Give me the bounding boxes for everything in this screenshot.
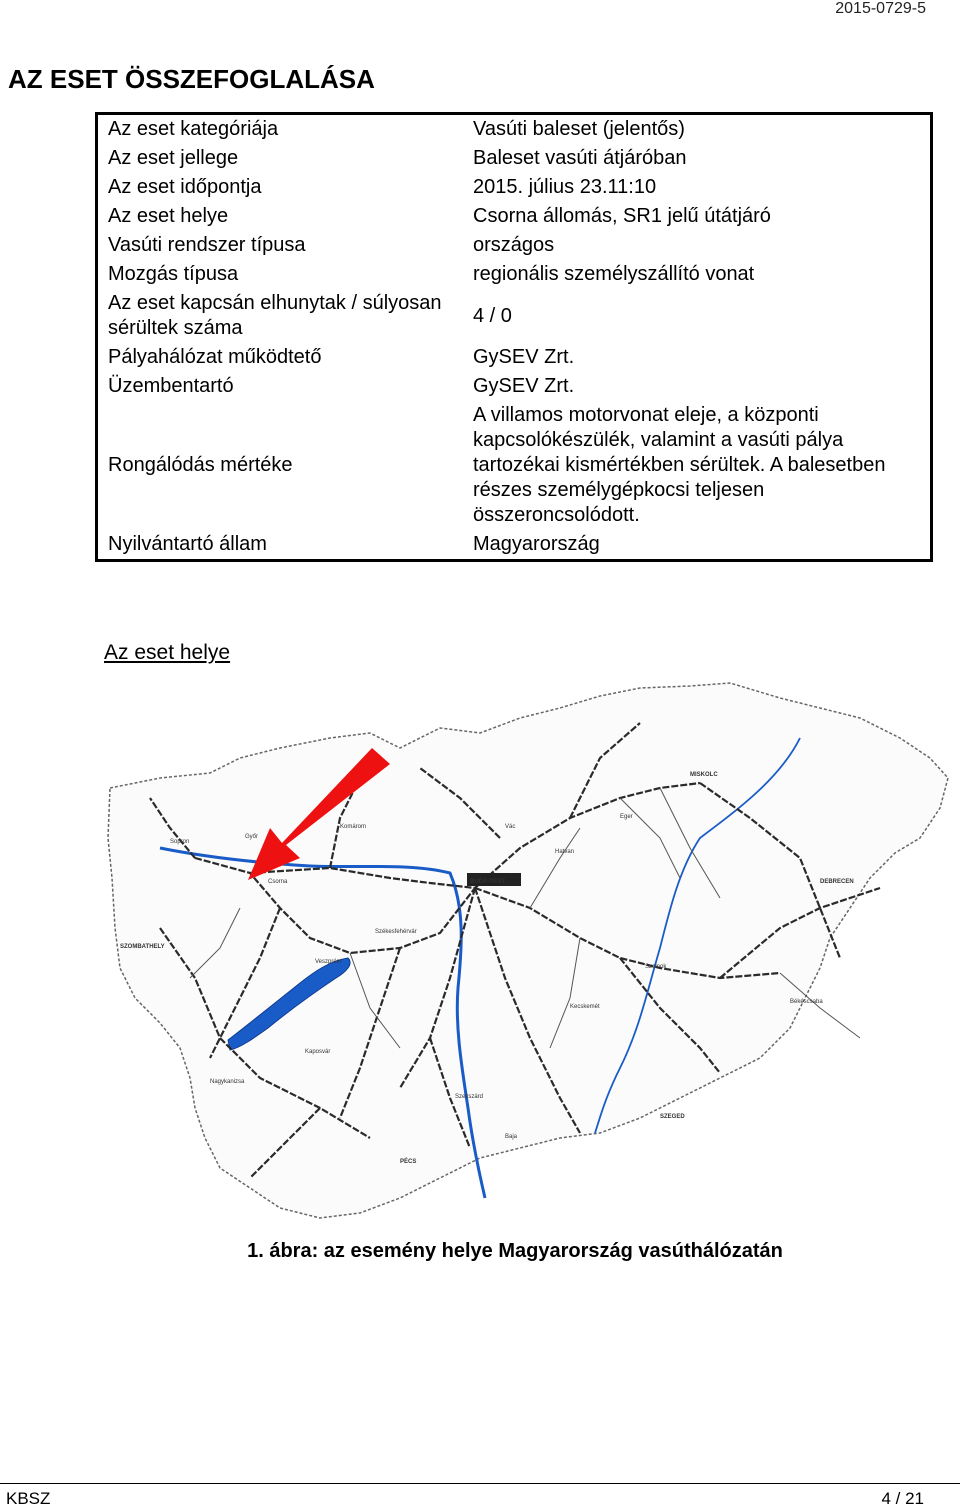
summary-value: országos: [473, 234, 555, 256]
city-label: Győr: [245, 834, 259, 840]
city-label: Szolnok: [645, 964, 667, 970]
city-label: Kaposvár: [305, 1049, 331, 1055]
city-label: Kecskemét: [570, 1004, 600, 1010]
city-label: MISKOLC: [690, 772, 718, 778]
railway-network-map: [100, 678, 960, 1228]
city-label: Hatvan: [555, 849, 575, 855]
summary-row: [97, 114, 932, 145]
footer-divider: [0, 1483, 960, 1484]
summary-label: Pályahálózat működtető: [108, 346, 322, 368]
city-label: SZOMBATHELY: [120, 944, 165, 950]
map-section-heading: Az eset helye: [104, 641, 231, 664]
city-label: Csorna: [268, 879, 288, 885]
city-label: BUDA-PEST: [470, 879, 506, 885]
city-label: Eger: [620, 814, 633, 820]
summary-row: [97, 289, 932, 343]
footer-organization: KBSZ: [6, 1489, 51, 1508]
summary-row: [97, 530, 932, 561]
summary-label: Az eset jellege: [108, 147, 239, 169]
summary-value: Vasúti baleset (jelentős): [473, 118, 685, 140]
summary-label: Mozgás típusa: [108, 263, 239, 285]
summary-row: [97, 144, 932, 173]
summary-row: [97, 173, 932, 202]
map-svg: [100, 678, 960, 1228]
summary-label: Rongálódás mértéke: [108, 454, 293, 476]
city-label: Szekszárd: [455, 1094, 484, 1100]
summary-row: [97, 401, 932, 530]
city-label: Békéscsaba: [790, 999, 823, 1005]
summary-value: GySEV Zrt.: [473, 375, 575, 397]
summary-row: [97, 202, 932, 231]
summary-table: [95, 112, 933, 562]
city-label: Veszprém: [315, 959, 342, 965]
city-label: SZEGED: [660, 1114, 685, 1120]
summary-value: A villamos motorvonat eleje, a központi kapcsolókészülék, valamint a vasúti pálya tartozékai kismértékben sérültek. A balesetben részes személygépkocsi teljesen összeroncsolódott.: [473, 404, 886, 526]
city-label: Nagykanizsa: [210, 1079, 245, 1085]
city-label: PÉCS: [400, 1159, 417, 1165]
summary-value: Magyarország: [473, 533, 600, 555]
city-label: Vác: [505, 824, 516, 830]
city-label: Székesfehérvár: [375, 929, 417, 935]
summary-value: regionális személyszállító vonat: [473, 263, 755, 285]
summary-row: [97, 231, 932, 260]
map-caption: 1. ábra: az esemény helye Magyarország vasúthálózatán: [247, 1240, 783, 1262]
summary-row: [97, 343, 932, 372]
country-border: [108, 683, 948, 1218]
summary-label: Az eset kategóriája: [108, 118, 279, 140]
summary-value: GySEV Zrt.: [473, 346, 575, 368]
city-label: Komárom: [340, 824, 367, 830]
summary-label: Vasúti rendszer típusa: [108, 234, 306, 256]
summary-label: Üzembentartó: [108, 375, 234, 397]
summary-value: 4 / 0: [473, 304, 512, 327]
document-id: 2015-0729-5: [835, 0, 926, 17]
city-label: DEBRECEN: [820, 879, 854, 885]
city-label: Baja: [505, 1134, 518, 1140]
summary-value: 2015. július 23.11:10: [473, 176, 657, 198]
page-number: 4 / 21: [881, 1489, 924, 1508]
summary-label: Az eset kapcsán elhunytak / súlyosan sérültek száma: [108, 292, 442, 339]
summary-label: Az eset helye: [108, 205, 229, 227]
summary-value: Baleset vasúti átjáróban: [473, 147, 687, 169]
summary-row: [97, 372, 932, 401]
page-title: AZ ESET ÖSSZEFOGLALÁSA: [8, 64, 375, 94]
summary-value: Csorna állomás, SR1 jelű útátjáró: [473, 205, 771, 227]
summary-label: Nyilvántartó állam: [108, 533, 267, 555]
city-label: Sopron: [170, 839, 190, 845]
summary-label: Az eset időpontja: [108, 176, 262, 198]
summary-row: [97, 260, 932, 289]
